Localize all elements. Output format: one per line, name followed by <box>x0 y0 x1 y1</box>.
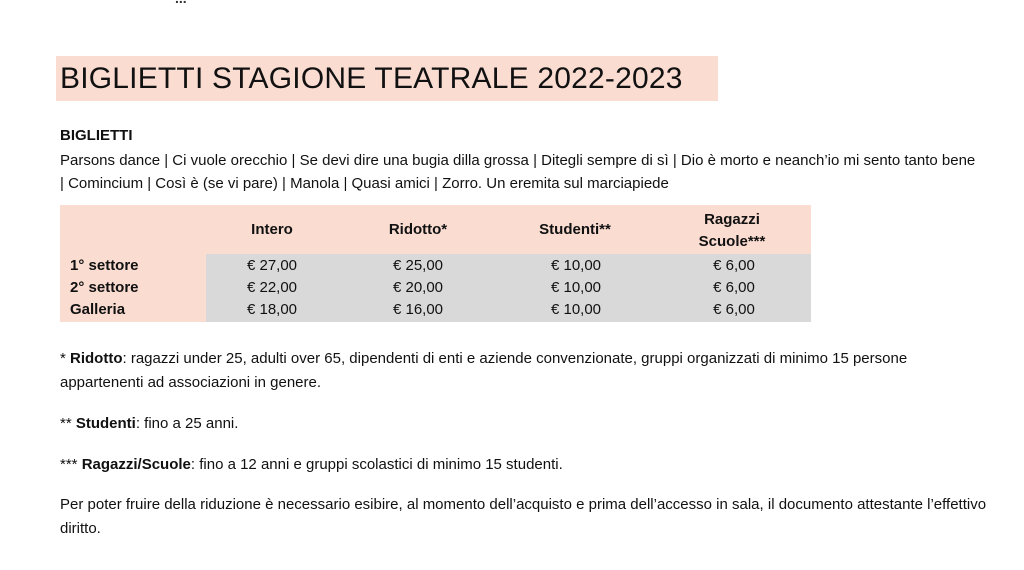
row-label-galleria: Galleria <box>70 301 126 318</box>
column-header-studenti: Studenti** <box>539 221 611 238</box>
note-text: : fino a 12 anni e gruppi scolastici di minimo 15 studenti. <box>190 456 563 473</box>
section-heading: BIGLIETTI <box>60 127 133 144</box>
price-cell: € 6,00 <box>713 301 755 318</box>
column-header-intero: Intero <box>251 221 293 238</box>
shows-list: Parsons dance | Ci vuole orecchio | Se devi dire una bugia dilla grossa | Ditegli sempre di sì | Dio è morto e neanch’io mi sento tanto bene | Comincium | Così è (se vi pare) | Manola | Quasi amici | Zorro. Un eremita sul marciapiede <box>60 152 976 192</box>
note-studenti <box>60 412 990 436</box>
note-term: Studenti <box>75 415 136 432</box>
header-fragment <box>175 0 187 6</box>
note-text: : fino a 25 anni. <box>135 415 239 432</box>
price-cell: € 16,00 <box>392 301 444 318</box>
note-riduzione: Per poter fruire della riduzione è necessario esibire, al momento dell’acquisto e prima dell’accesso in sala, il documento attestante l’effettivo diritto. <box>60 496 987 537</box>
row-label-settore-1: 1° settore <box>70 257 139 274</box>
note-ridotto <box>60 347 990 395</box>
price-cell: € 20,00 <box>392 279 444 296</box>
note-term: Ragazzi/Scuole <box>81 456 191 473</box>
price-cell: € 10,00 <box>550 257 602 274</box>
note-marker: ** <box>60 415 76 432</box>
price-cell: € 6,00 <box>713 279 755 296</box>
price-cell: € 6,00 <box>713 257 755 274</box>
price-cell: € 10,00 <box>550 301 602 318</box>
price-cell: € 18,00 <box>246 301 298 318</box>
price-cell: € 10,00 <box>550 279 602 296</box>
note-term: Ridotto <box>70 350 123 367</box>
note-ragazzi-scuole <box>60 453 990 477</box>
column-header-ragazzi: Ragazzi <box>704 211 760 228</box>
price-cell: € 25,00 <box>392 257 444 274</box>
column-header-ridotto: Ridotto* <box>388 221 448 238</box>
row-label-settore-2: 2° settore <box>70 279 139 296</box>
note-marker: *** <box>60 456 82 473</box>
page-title: BIGLIETTI STAGIONE TEATRALE 2022-2023 <box>60 62 683 95</box>
note-text: : ragazzi under 25, adulti over 65, dipendenti di enti e aziende convenzionate, gruppi organizzati di minimo 15 persone appartenenti ad associazioni in genere. <box>60 350 908 391</box>
column-header-scuole: Scuole*** <box>698 233 766 250</box>
note-marker: * <box>60 350 71 367</box>
price-cell: € 22,00 <box>246 279 298 296</box>
price-cell: € 27,00 <box>246 257 298 274</box>
